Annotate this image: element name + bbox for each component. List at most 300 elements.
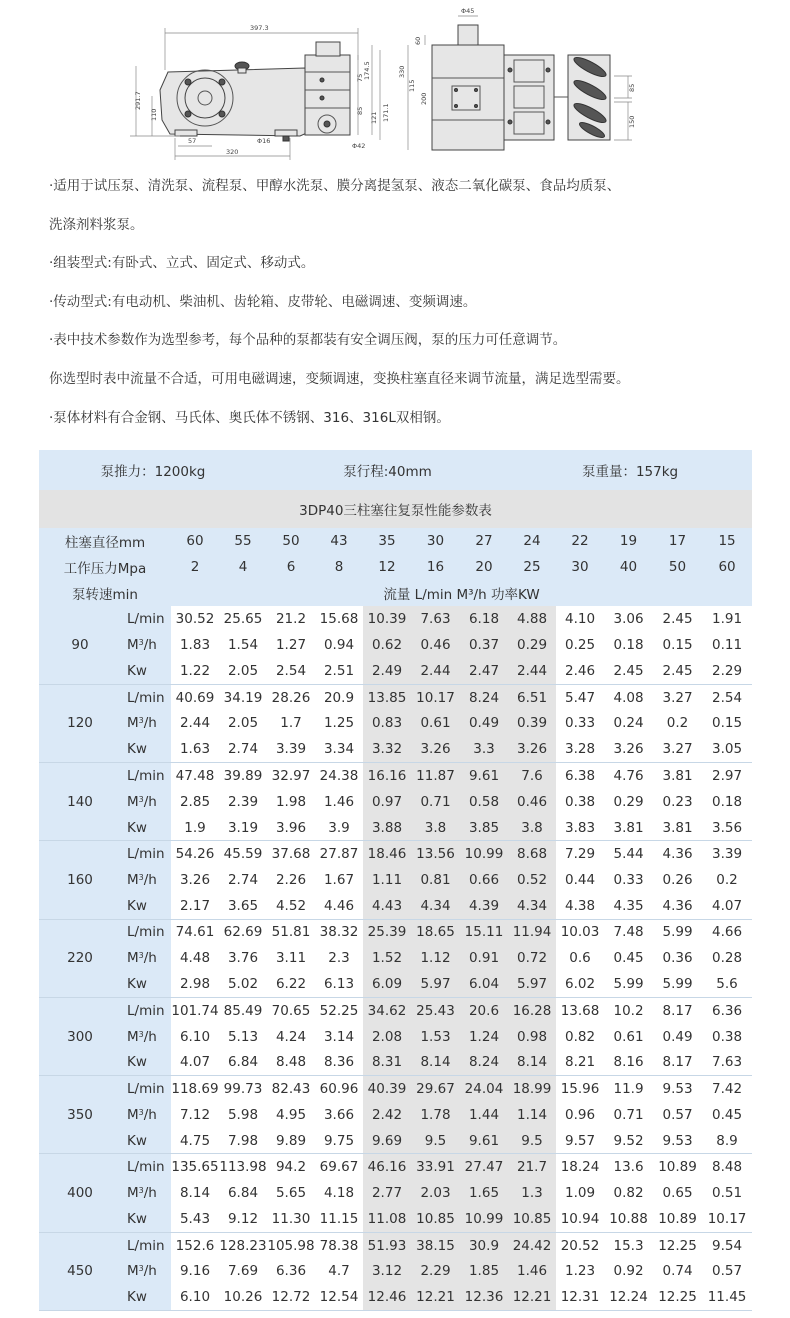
dim-57: 57 (188, 137, 197, 145)
value-cell: 4.07 (702, 893, 752, 919)
value-cell: 9.5 (508, 1128, 556, 1154)
pressure-row (39, 554, 752, 580)
value-cell: 2.3 (315, 945, 363, 971)
plunger-label: 柱塞直径mm (39, 528, 171, 554)
unit-m3-tail: /h (143, 1028, 157, 1045)
unit-cell: L/min (121, 919, 171, 945)
value-cell: 8.17 (653, 997, 702, 1023)
pressure-value: 50 (653, 554, 702, 580)
title-row (39, 490, 752, 528)
pressure-value: 6 (267, 554, 315, 580)
value-cell: 6.84 (219, 1050, 267, 1076)
plunger-value: 19 (604, 528, 653, 554)
unit-cell: L/min (121, 997, 171, 1023)
value-cell: 20.52 (556, 1232, 604, 1258)
value-cell: 6.09 (363, 971, 411, 997)
stroke-cell: 泵行程:40mm (267, 450, 508, 490)
value-cell: 6.36 (702, 997, 752, 1023)
value-cell: 4.88 (508, 606, 556, 632)
value-cell: 9.57 (556, 1128, 604, 1154)
value-cell: 4.7 (315, 1258, 363, 1284)
unit-m3-base: M (127, 1263, 139, 1280)
value-cell: 3.65 (219, 893, 267, 919)
value-cell: 82.43 (267, 1076, 315, 1102)
note-flow-adjust: 你选型时表中流量不合适，可用电磁调速，变频调速，变换柱塞直径来调节流量，满足选型需要。 (49, 370, 630, 387)
value-cell: 15.96 (556, 1076, 604, 1102)
value-cell: 3.39 (702, 841, 752, 867)
value-cell: 1.25 (315, 710, 363, 736)
value-cell: 3.28 (556, 736, 604, 762)
value-cell: 0.39 (508, 710, 556, 736)
value-cell: 5.47 (556, 684, 604, 710)
note-applications-cont: 洗涤剂料浆泵。 (49, 216, 144, 233)
value-cell: 0.23 (653, 789, 702, 815)
value-cell: 4.18 (315, 1180, 363, 1206)
value-cell: 51.81 (267, 919, 315, 945)
value-cell: 2.45 (653, 658, 702, 684)
dim-85-side: 85 (356, 106, 364, 115)
value-cell: 20.6 (460, 997, 508, 1023)
value-cell: 0.62 (363, 632, 411, 658)
value-cell: 3.76 (219, 945, 267, 971)
value-cell: 1.12 (411, 945, 460, 971)
plunger-row (39, 528, 752, 554)
value-cell: 0.11 (702, 632, 752, 658)
value-cell: 2.74 (219, 867, 267, 893)
value-cell: 0.57 (702, 1258, 752, 1284)
value-cell: 4.95 (267, 1102, 315, 1128)
value-cell: 12.21 (411, 1284, 460, 1310)
value-cell: 34.62 (363, 997, 411, 1023)
value-cell: 0.46 (508, 789, 556, 815)
unit-cell: Kw (121, 815, 171, 841)
table-row (39, 971, 752, 997)
value-cell: 24.42 (508, 1232, 556, 1258)
unit-cell: L/min (121, 606, 171, 632)
table-row (39, 789, 752, 815)
value-cell: 6.04 (460, 971, 508, 997)
value-cell: 12.54 (315, 1284, 363, 1310)
speed-cell: 120 (39, 684, 121, 762)
value-cell: 8.24 (460, 1050, 508, 1076)
value-cell: 1.09 (556, 1180, 604, 1206)
value-cell: 5.43 (171, 1206, 219, 1232)
value-cell: 1.11 (363, 867, 411, 893)
dim-121: 121 (370, 111, 378, 124)
dim-330: 330 (398, 65, 406, 78)
value-cell: 2.05 (219, 710, 267, 736)
unit-m3-sup: 3 (138, 1107, 144, 1117)
value-cell: 1.14 (508, 1102, 556, 1128)
value-cell: 0.33 (604, 867, 653, 893)
value-cell: 152.6 (171, 1232, 219, 1258)
unit-cell (121, 945, 171, 971)
value-cell: 85.49 (219, 997, 267, 1023)
unit-cell (121, 867, 171, 893)
value-cell: 8.14 (411, 1050, 460, 1076)
description-notes (49, 175, 769, 445)
value-cell: 2.47 (460, 658, 508, 684)
value-cell: 0.94 (315, 632, 363, 658)
value-cell: 3.27 (653, 736, 702, 762)
value-cell: 5.44 (604, 841, 653, 867)
value-cell: 9.53 (653, 1128, 702, 1154)
value-cell: 21.2 (267, 606, 315, 632)
plunger-value: 24 (508, 528, 556, 554)
value-cell: 5.97 (411, 971, 460, 997)
value-cell: 1.44 (460, 1102, 508, 1128)
unit-cell (121, 710, 171, 736)
value-cell: 3.05 (702, 736, 752, 762)
value-cell: 7.6 (508, 763, 556, 789)
value-cell: 4.36 (653, 841, 702, 867)
summary-row (39, 450, 752, 490)
dim-110: 110 (150, 108, 158, 121)
unit-cell: Kw (121, 658, 171, 684)
value-cell: 38.15 (411, 1232, 460, 1258)
value-cell: 7.29 (556, 841, 604, 867)
value-cell: 4.48 (171, 945, 219, 971)
unit-m3-base: M (127, 637, 139, 654)
value-cell: 3.85 (460, 815, 508, 841)
plunger-value: 50 (267, 528, 315, 554)
dim-320: 320 (226, 148, 239, 156)
value-cell: 4.24 (267, 1024, 315, 1050)
table-row (39, 867, 752, 893)
value-cell: 12.21 (508, 1284, 556, 1310)
value-cell: 7.69 (219, 1258, 267, 1284)
value-cell: 2.77 (363, 1180, 411, 1206)
value-cell: 9.54 (702, 1232, 752, 1258)
unit-cell (121, 1258, 171, 1284)
value-cell: 15.11 (460, 919, 508, 945)
value-cell: 69.67 (315, 1154, 363, 1180)
value-cell: 2.74 (219, 736, 267, 762)
value-cell: 4.43 (363, 893, 411, 919)
table-row (39, 658, 752, 684)
dim-171-1: 171.1 (382, 103, 390, 122)
value-cell: 12.72 (267, 1284, 315, 1310)
dim-397-3: 397.3 (250, 24, 269, 32)
value-cell: 15.68 (315, 606, 363, 632)
value-cell: 6.18 (460, 606, 508, 632)
value-cell: 45.59 (219, 841, 267, 867)
unit-cell (121, 1102, 171, 1128)
value-cell: 9.89 (267, 1128, 315, 1154)
table-row (39, 710, 752, 736)
unit-m3-sup: 3 (138, 716, 144, 726)
value-cell: 40.39 (363, 1076, 411, 1102)
unit-m3-base: M (127, 793, 139, 810)
value-cell: 0.58 (460, 789, 508, 815)
value-cell: 0.96 (556, 1102, 604, 1128)
value-cell: 0.2 (702, 867, 752, 893)
value-cell: 5.6 (702, 971, 752, 997)
value-cell: 12.36 (460, 1284, 508, 1310)
value-cell: 5.65 (267, 1180, 315, 1206)
unit-m3-sup: 3 (138, 1264, 144, 1274)
value-cell: 2.46 (556, 658, 604, 684)
value-cell: 9.5 (411, 1128, 460, 1154)
value-cell: 11.87 (411, 763, 460, 789)
value-cell: 11.15 (315, 1206, 363, 1232)
value-cell: 105.98 (267, 1232, 315, 1258)
value-cell: 1.91 (702, 606, 752, 632)
value-cell: 27.87 (315, 841, 363, 867)
value-cell: 0.25 (556, 632, 604, 658)
note-parameters: ·表中技术参数作为选型参考，每个品种的泵都装有安全调压阀，泵的压力可任意调节。 (49, 332, 567, 349)
value-cell: 2.08 (363, 1024, 411, 1050)
value-cell: 2.54 (267, 658, 315, 684)
value-cell: 10.17 (702, 1206, 752, 1232)
value-cell: 4.46 (315, 893, 363, 919)
unit-cell (121, 789, 171, 815)
dim-174-5: 174.5 (363, 61, 371, 80)
value-cell: 20.9 (315, 684, 363, 710)
pressure-value: 2 (171, 554, 219, 580)
plunger-value: 17 (653, 528, 702, 554)
value-cell: 8.16 (604, 1050, 653, 1076)
value-cell: 25.39 (363, 919, 411, 945)
value-cell: 1.98 (267, 789, 315, 815)
value-cell: 6.13 (315, 971, 363, 997)
value-cell: 54.26 (171, 841, 219, 867)
value-cell: 94.2 (267, 1154, 315, 1180)
unit-m3-sup: 3 (138, 1029, 144, 1039)
unit-m3-tail: /h (143, 1185, 157, 1202)
value-cell: 3.39 (267, 736, 315, 762)
value-cell: 4.34 (411, 893, 460, 919)
table-row (39, 1128, 752, 1154)
value-cell: 1.46 (508, 1258, 556, 1284)
unit-cell: Kw (121, 1128, 171, 1154)
value-cell: 5.02 (219, 971, 267, 997)
value-cell: 8.21 (556, 1050, 604, 1076)
pressure-value: 20 (460, 554, 508, 580)
dim-phi42: Φ42 (352, 142, 366, 150)
unit-m3-base: M (127, 871, 139, 888)
value-cell: 78.38 (315, 1232, 363, 1258)
value-cell: 9.12 (219, 1206, 267, 1232)
pressure-value: 30 (556, 554, 604, 580)
value-cell: 0.82 (604, 1180, 653, 1206)
value-cell: 0.91 (460, 945, 508, 971)
pump-dimension-drawing (0, 0, 790, 165)
value-cell: 0.49 (653, 1024, 702, 1050)
table-row (39, 1258, 752, 1284)
value-cell: 4.34 (508, 893, 556, 919)
value-cell: 6.84 (219, 1180, 267, 1206)
value-cell: 1.63 (171, 736, 219, 762)
dim-150: 150 (628, 115, 636, 128)
unit-cell: Kw (121, 971, 171, 997)
dim-85-top: 85 (628, 83, 636, 92)
value-cell: 9.75 (315, 1128, 363, 1154)
value-cell: 128.23 (219, 1232, 267, 1258)
value-cell: 11.94 (508, 919, 556, 945)
pressure-value: 60 (702, 554, 752, 580)
value-cell: 60.96 (315, 1076, 363, 1102)
value-cell: 0.6 (556, 945, 604, 971)
table-row (39, 1206, 752, 1232)
value-cell: 9.53 (653, 1076, 702, 1102)
unit-m3-base: M (127, 1185, 139, 1202)
value-cell: 4.66 (702, 919, 752, 945)
value-cell: 8.17 (653, 1050, 702, 1076)
value-cell: 12.46 (363, 1284, 411, 1310)
value-cell: 0.2 (653, 710, 702, 736)
table-row (39, 945, 752, 971)
value-cell: 4.07 (171, 1050, 219, 1076)
thrust-cell: 泵推力：1200kg (39, 450, 267, 490)
value-cell: 0.61 (604, 1024, 653, 1050)
value-cell: 1.54 (219, 632, 267, 658)
value-cell: 13.68 (556, 997, 604, 1023)
dim-75: 75 (356, 73, 364, 82)
value-cell: 10.89 (653, 1154, 702, 1180)
value-cell: 29.67 (411, 1076, 460, 1102)
dim-291-7: 291.7 (134, 91, 142, 110)
value-cell: 8.14 (508, 1050, 556, 1076)
unit-cell: L/min (121, 1232, 171, 1258)
value-cell: 3.19 (219, 815, 267, 841)
value-cell: 3.34 (315, 736, 363, 762)
value-cell: 1.24 (460, 1024, 508, 1050)
value-cell: 3.12 (363, 1258, 411, 1284)
value-cell: 0.72 (508, 945, 556, 971)
top-view (398, 7, 636, 150)
value-cell: 3.81 (604, 815, 653, 841)
dim-phi16: Φ16 (257, 137, 271, 145)
unit-m3-tail: /h (143, 637, 157, 654)
unit-m3-base: M (127, 950, 139, 967)
value-cell: 2.44 (171, 710, 219, 736)
value-cell: 2.29 (411, 1258, 460, 1284)
value-cell: 4.10 (556, 606, 604, 632)
value-cell: 4.08 (604, 684, 653, 710)
value-cell: 21.7 (508, 1154, 556, 1180)
unit-m3-tail: /h (143, 715, 157, 732)
value-cell: 3.26 (411, 736, 460, 762)
pressure-value: 25 (508, 554, 556, 580)
value-cell: 0.65 (653, 1180, 702, 1206)
pressure-value: 40 (604, 554, 653, 580)
value-cell: 25.43 (411, 997, 460, 1023)
value-cell: 1.9 (171, 815, 219, 841)
unit-cell: L/min (121, 684, 171, 710)
value-cell: 10.85 (411, 1206, 460, 1232)
value-cell: 18.46 (363, 841, 411, 867)
value-cell: 0.24 (604, 710, 653, 736)
unit-cell: L/min (121, 1076, 171, 1102)
value-cell: 2.98 (171, 971, 219, 997)
value-cell: 0.82 (556, 1024, 604, 1050)
value-cell: 5.99 (653, 919, 702, 945)
unit-m3-sup: 3 (138, 1186, 144, 1196)
value-cell: 0.46 (411, 632, 460, 658)
value-cell: 6.38 (556, 763, 604, 789)
value-cell: 10.94 (556, 1206, 604, 1232)
value-cell: 1.22 (171, 658, 219, 684)
value-cell: 7.48 (604, 919, 653, 945)
unit-m3-tail: /h (143, 793, 157, 810)
value-cell: 30.9 (460, 1232, 508, 1258)
value-cell: 3.9 (315, 815, 363, 841)
speed-cell: 160 (39, 841, 121, 919)
value-cell: 4.38 (556, 893, 604, 919)
value-cell: 0.83 (363, 710, 411, 736)
weight-cell: 泵重量：157kg (508, 450, 752, 490)
value-cell: 1.83 (171, 632, 219, 658)
value-cell: 5.97 (508, 971, 556, 997)
table-row (39, 1024, 752, 1050)
speed-cell: 220 (39, 919, 121, 997)
value-cell: 0.29 (604, 789, 653, 815)
value-cell: 0.44 (556, 867, 604, 893)
value-cell: 0.18 (604, 632, 653, 658)
value-cell: 10.88 (604, 1206, 653, 1232)
value-cell: 1.78 (411, 1102, 460, 1128)
value-cell: 6.51 (508, 684, 556, 710)
table-row (39, 1050, 752, 1076)
table-row (39, 632, 752, 658)
value-cell: 2.42 (363, 1102, 411, 1128)
value-cell: 4.36 (653, 893, 702, 919)
value-cell: 6.22 (267, 971, 315, 997)
value-cell: 46.16 (363, 1154, 411, 1180)
unit-cell: Kw (121, 1284, 171, 1310)
value-cell: 8.9 (702, 1128, 752, 1154)
table-row (39, 1076, 752, 1102)
value-cell: 0.51 (702, 1180, 752, 1206)
value-cell: 2.39 (219, 789, 267, 815)
plunger-value: 35 (363, 528, 411, 554)
value-cell: 7.63 (411, 606, 460, 632)
value-cell: 3.26 (171, 867, 219, 893)
unit-m3-sup: 3 (138, 794, 144, 804)
table-row (39, 763, 752, 789)
value-cell: 2.03 (411, 1180, 460, 1206)
value-cell: 0.18 (702, 789, 752, 815)
value-cell: 0.66 (460, 867, 508, 893)
value-cell: 18.65 (411, 919, 460, 945)
value-cell: 38.32 (315, 919, 363, 945)
value-cell: 74.61 (171, 919, 219, 945)
plunger-value: 55 (219, 528, 267, 554)
unit-cell (121, 1024, 171, 1050)
value-cell: 0.81 (411, 867, 460, 893)
value-cell: 8.48 (702, 1154, 752, 1180)
value-cell: 9.16 (171, 1258, 219, 1284)
value-cell: 11.08 (363, 1206, 411, 1232)
value-cell: 2.85 (171, 789, 219, 815)
value-cell: 3.66 (315, 1102, 363, 1128)
value-cell: 9.52 (604, 1128, 653, 1154)
note-applications: ·适用于试压泵、清洗泵、流程泵、甲醇水洗泵、膜分离提氢泵、液态二氧化碳泵、食品均质泵、 (49, 178, 621, 194)
table-row (39, 841, 752, 867)
unit-m3-sup: 3 (138, 638, 144, 648)
value-cell: 3.8 (508, 815, 556, 841)
plunger-value: 27 (460, 528, 508, 554)
value-cell: 2.45 (604, 658, 653, 684)
unit-m3-tail: /h (143, 1106, 157, 1123)
value-cell: 70.65 (267, 997, 315, 1023)
value-cell: 4.35 (604, 893, 653, 919)
value-cell: 11.45 (702, 1284, 752, 1310)
value-cell: 52.25 (315, 997, 363, 1023)
table-row (39, 997, 752, 1023)
speed-label: 泵转速min (39, 580, 171, 606)
